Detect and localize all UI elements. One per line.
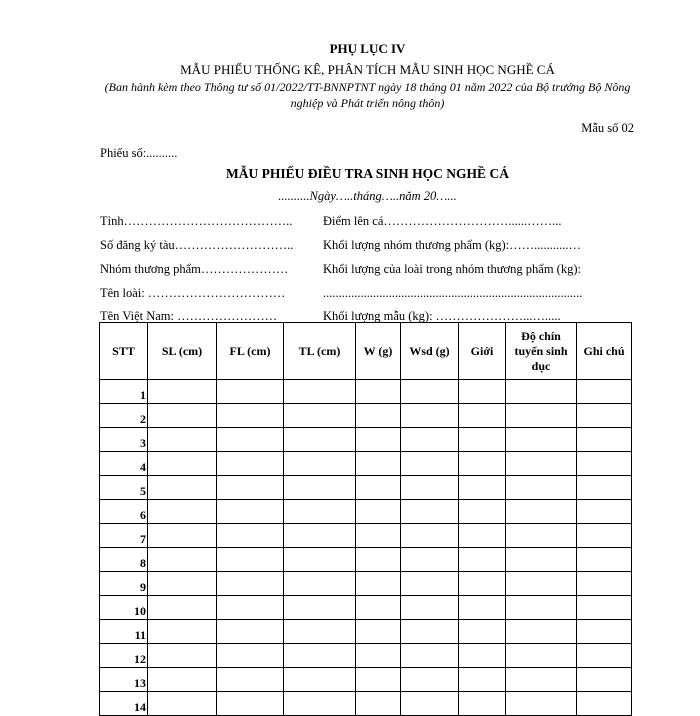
vietnamese-name-field: Tên Việt Nam: …………………… — [100, 309, 278, 323]
table-cell — [284, 452, 356, 476]
table-cell — [401, 572, 459, 596]
table-cell — [284, 404, 356, 428]
table-cell — [577, 668, 632, 692]
table-row — [100, 428, 632, 452]
table-cell — [284, 524, 356, 548]
table-cell — [284, 692, 356, 716]
table-cell — [459, 428, 506, 452]
table-cell — [577, 620, 632, 644]
table-cell — [284, 572, 356, 596]
table-cell — [577, 404, 632, 428]
table-cell — [459, 668, 506, 692]
table-cell — [148, 500, 217, 524]
table-cell — [577, 644, 632, 668]
vessel-registration-field: Số đăng ký tàu……………………….. — [100, 238, 294, 252]
table-cell — [148, 428, 217, 452]
table-cell — [401, 404, 459, 428]
table-cell — [284, 500, 356, 524]
table-cell — [217, 428, 284, 452]
table-cell — [217, 596, 284, 620]
table-cell — [577, 476, 632, 500]
table-cell — [401, 452, 459, 476]
table-cell — [506, 404, 577, 428]
table-cell — [284, 380, 356, 404]
sheet-number: Phiếu số:.......... — [100, 146, 178, 160]
table-header-col-fl: FL (cm) — [217, 323, 284, 380]
species-weight-in-group-field: Khối lượng của loài trong nhóm thương phẩm (kg): — [323, 262, 581, 276]
table-cell — [401, 596, 459, 620]
table-row — [100, 524, 632, 548]
date-line: ..........Ngày…..tháng…..năm 20…... — [278, 189, 457, 203]
table-cell — [148, 548, 217, 572]
table-header-col-wsd: Wsd (g) — [401, 323, 459, 380]
table-cell — [356, 668, 401, 692]
table-cell — [459, 596, 506, 620]
table-cell — [459, 476, 506, 500]
species-weight-dots: ................................................................................... — [323, 286, 583, 300]
table-cell — [506, 668, 577, 692]
row-number: 11 — [100, 620, 148, 644]
table-cell — [401, 476, 459, 500]
table-cell — [459, 644, 506, 668]
table-cell — [459, 404, 506, 428]
table-header-col-sex: Giới — [459, 323, 506, 380]
table-cell — [506, 452, 577, 476]
form-code: Mẫu số 02 — [581, 121, 634, 135]
table-cell — [459, 380, 506, 404]
table-header-col-w: W (g) — [356, 323, 401, 380]
table-row — [100, 668, 632, 692]
table-cell — [217, 572, 284, 596]
table-cell — [217, 404, 284, 428]
table-cell — [506, 500, 577, 524]
table-cell — [356, 428, 401, 452]
table-cell — [217, 500, 284, 524]
table-cell — [506, 428, 577, 452]
table-cell — [506, 548, 577, 572]
table-cell — [284, 668, 356, 692]
table-header-col-maturity: Độ chín tuyến sinh dục — [506, 323, 577, 380]
table-cell — [148, 572, 217, 596]
table-cell — [459, 572, 506, 596]
table-cell — [577, 596, 632, 620]
row-number: 6 — [100, 500, 148, 524]
table-cell — [506, 572, 577, 596]
row-number: 7 — [100, 524, 148, 548]
table-cell — [401, 620, 459, 644]
table-row — [100, 452, 632, 476]
table-cell — [148, 692, 217, 716]
table-cell — [577, 500, 632, 524]
table-cell — [148, 668, 217, 692]
table-cell — [401, 668, 459, 692]
table-cell — [506, 596, 577, 620]
table-cell — [459, 452, 506, 476]
table-cell — [148, 476, 217, 500]
table-cell — [401, 548, 459, 572]
table-cell — [284, 476, 356, 500]
row-number: 5 — [100, 476, 148, 500]
table-cell — [148, 404, 217, 428]
province-field: Tỉnh………………………………….. — [100, 214, 293, 228]
table-cell — [356, 452, 401, 476]
table-cell — [356, 524, 401, 548]
table-row — [100, 692, 632, 716]
table-header-col-tl: TL (cm) — [284, 323, 356, 380]
table-cell — [217, 644, 284, 668]
table-cell — [148, 620, 217, 644]
table-cell — [356, 692, 401, 716]
table-cell — [217, 476, 284, 500]
table-cell — [506, 692, 577, 716]
survey-title: MẪU PHIẾU ĐIỀU TRA SINH HỌC NGHỀ CÁ — [226, 166, 509, 181]
table-cell — [401, 500, 459, 524]
table-cell — [148, 452, 217, 476]
table-cell — [284, 428, 356, 452]
table-cell — [148, 644, 217, 668]
table-cell — [459, 620, 506, 644]
commercial-group-weight-field: Khối lượng nhóm thương phẩm (kg):……...........… — [323, 238, 582, 252]
table-cell — [577, 380, 632, 404]
row-number: 14 — [100, 692, 148, 716]
table-cell — [577, 524, 632, 548]
table-cell — [506, 644, 577, 668]
table-cell — [577, 452, 632, 476]
table-cell — [148, 380, 217, 404]
table-row — [100, 476, 632, 500]
table-cell — [356, 644, 401, 668]
table-cell — [577, 428, 632, 452]
table-cell — [217, 380, 284, 404]
row-number: 12 — [100, 644, 148, 668]
table-cell — [356, 596, 401, 620]
table-cell — [217, 524, 284, 548]
issued-note: (Ban hành kèm theo Thông tư số 01/2022/TT-BNNPTNT ngày 18 tháng 01 năm 2022 của Bộ trưởng Bộ Nông nghiệp và Phát triển nông thôn) — [104, 80, 631, 110]
species-name-field: Tên loài: …………………………… — [100, 286, 286, 300]
table-cell — [217, 452, 284, 476]
row-number: 8 — [100, 548, 148, 572]
table-body — [100, 380, 632, 716]
table-cell — [401, 692, 459, 716]
commercial-group-field: Nhóm thương phẩm………………… — [100, 262, 289, 276]
table-cell — [217, 692, 284, 716]
table-cell — [356, 572, 401, 596]
table-cell — [459, 548, 506, 572]
row-number: 2 — [100, 404, 148, 428]
table-header-col-stt: STT — [100, 323, 148, 380]
row-number: 9 — [100, 572, 148, 596]
table-cell — [284, 596, 356, 620]
table-header-row — [100, 323, 632, 380]
form-title: MẪU PHIẾU THỐNG KÊ, PHÂN TÍCH MẪU SINH HỌC NGHỀ CÁ — [180, 62, 555, 77]
table-cell — [356, 404, 401, 428]
table-cell — [459, 524, 506, 548]
table-cell — [401, 644, 459, 668]
row-number: 4 — [100, 452, 148, 476]
table-row — [100, 620, 632, 644]
table-cell — [284, 644, 356, 668]
table-cell — [506, 476, 577, 500]
table-cell — [459, 692, 506, 716]
table-row — [100, 596, 632, 620]
table-row — [100, 572, 632, 596]
table-cell — [356, 476, 401, 500]
table-cell — [577, 548, 632, 572]
table-cell — [506, 380, 577, 404]
table-cell — [284, 548, 356, 572]
sample-weight-field: Khối lượng mẫu (kg): …………………...…..... — [323, 309, 561, 323]
table-cell — [284, 620, 356, 644]
table-cell — [356, 380, 401, 404]
table-cell — [148, 596, 217, 620]
table-header-col-notes: Ghi chú — [577, 323, 632, 380]
table-header-col-sl: SL (cm) — [148, 323, 217, 380]
table-cell — [459, 500, 506, 524]
table-cell — [217, 620, 284, 644]
row-number: 3 — [100, 428, 148, 452]
table-row — [100, 548, 632, 572]
table-cell — [401, 428, 459, 452]
table-cell — [217, 548, 284, 572]
table-row — [100, 380, 632, 404]
landing-site-field: Điểm lên cá…………………………......……... — [323, 214, 562, 228]
table-cell — [356, 500, 401, 524]
table-cell — [401, 380, 459, 404]
table-cell — [577, 692, 632, 716]
row-number: 1 — [100, 380, 148, 404]
table-cell — [148, 524, 217, 548]
table-cell — [356, 620, 401, 644]
table-cell — [506, 524, 577, 548]
table-cell — [401, 524, 459, 548]
table-row — [100, 644, 632, 668]
table-cell — [506, 620, 577, 644]
table-row — [100, 500, 632, 524]
table-row — [100, 404, 632, 428]
row-number: 13 — [100, 668, 148, 692]
sample-table — [99, 322, 632, 716]
row-number: 10 — [100, 596, 148, 620]
appendix-title: PHỤ LỤC IV — [329, 41, 406, 56]
table-cell — [356, 548, 401, 572]
table-cell — [217, 668, 284, 692]
table-cell — [577, 572, 632, 596]
